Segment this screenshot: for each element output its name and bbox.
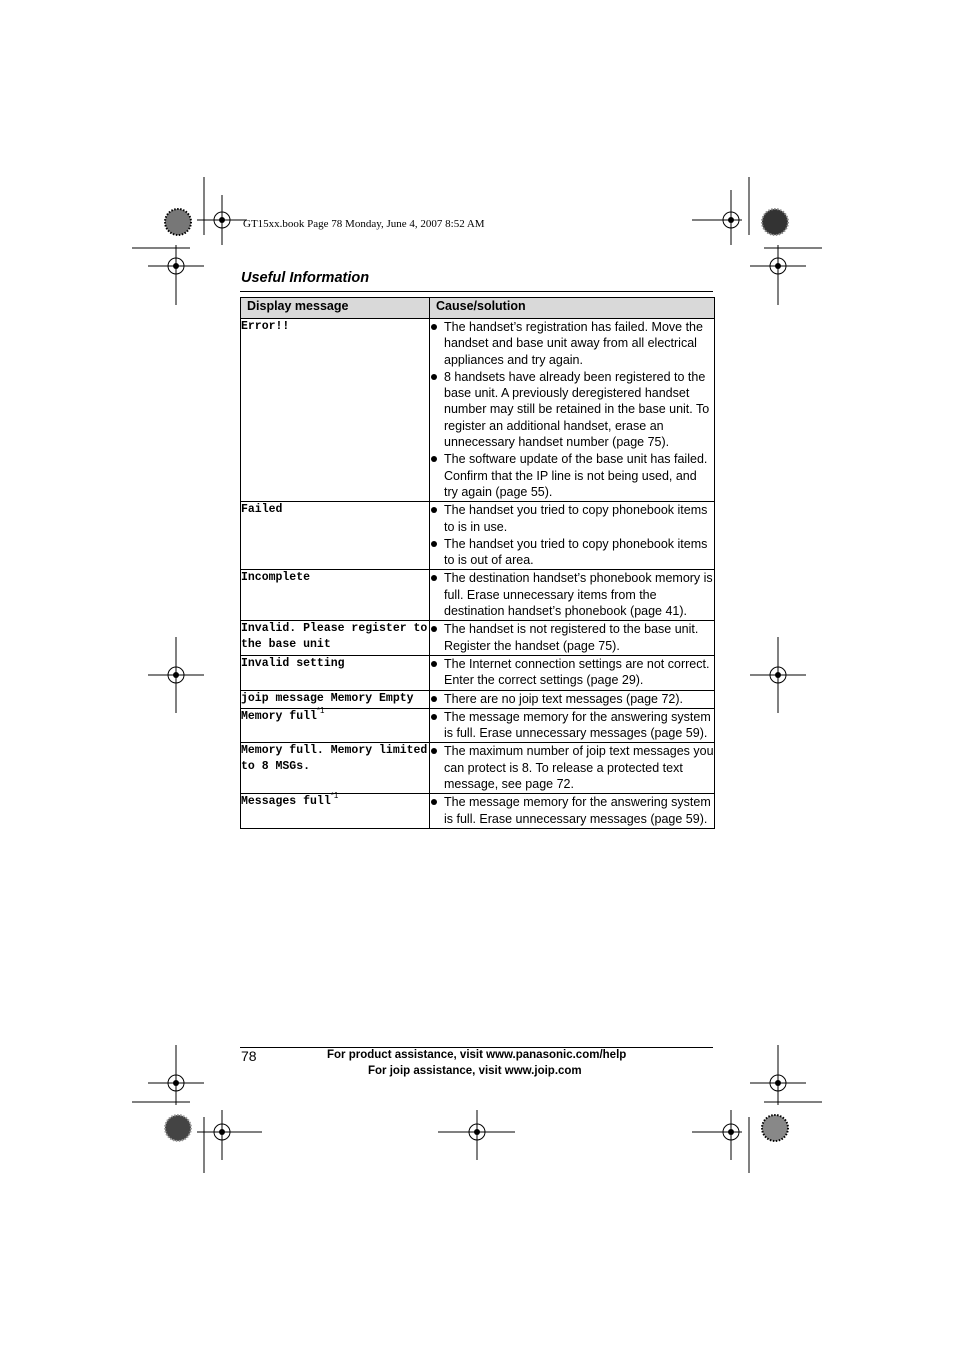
display-message-cell xyxy=(241,319,430,502)
cause-item xyxy=(430,709,714,742)
table-row xyxy=(241,690,715,708)
display-message-text: Incomplete xyxy=(241,571,311,585)
display-message-text: joip message Memory Empty xyxy=(241,691,414,705)
footer-assistance-line: For product assistance, visit www.panasonic.com/help xyxy=(327,1049,627,1061)
cause-text: The message memory for the answering system is full. Erase unnecessary messages (page 59). xyxy=(444,795,711,826)
bullet-icon xyxy=(431,626,437,632)
cause-item xyxy=(430,794,714,827)
table-row xyxy=(241,319,715,502)
bullet-icon xyxy=(431,374,437,380)
display-message-cell xyxy=(241,791,430,829)
cause-text: The handset you tried to copy phonebook items to is out of area. xyxy=(444,536,708,568)
footer-joip-line: For joip assistance, visit www.joip.com xyxy=(368,1065,582,1077)
bullet-icon xyxy=(431,661,437,667)
display-message-cell xyxy=(241,570,430,621)
cause-item xyxy=(430,691,714,707)
display-message-text: Memory full xyxy=(241,709,317,723)
display-message-text: Invalid. Please register to the base unit xyxy=(241,622,428,652)
display-message-text: Invalid setting xyxy=(241,656,345,670)
table-row xyxy=(241,655,715,690)
bullet-icon xyxy=(431,799,437,805)
cause-solution-cell xyxy=(430,655,715,690)
cause-text: The handset you tried to copy phonebook items to is in use. xyxy=(444,503,708,534)
cause-item xyxy=(430,621,714,654)
table-header-row xyxy=(241,298,715,319)
cause-text: The software update of the base unit has failed. Confirm that the IP line is not being used, and try again (page 55). xyxy=(444,452,708,499)
cause-list xyxy=(430,794,714,827)
display-message-text: Messages full xyxy=(241,795,331,809)
display-message-cell xyxy=(241,705,430,743)
column-header-cause: Cause/solution xyxy=(430,298,715,319)
footnote-marker: *1 xyxy=(330,791,339,801)
bullet-icon xyxy=(431,575,437,581)
cause-item xyxy=(430,451,714,500)
display-message-text: Failed xyxy=(241,503,283,517)
cause-item xyxy=(430,319,714,368)
title-rule xyxy=(240,291,713,292)
cause-solution-cell xyxy=(430,502,715,570)
cause-list xyxy=(430,709,714,742)
bullet-icon xyxy=(431,507,437,513)
display-message-cell xyxy=(241,743,430,794)
display-message-cell xyxy=(241,621,430,656)
cause-item xyxy=(430,656,714,689)
table-body xyxy=(241,319,715,829)
cause-list xyxy=(430,502,714,568)
table-row xyxy=(241,570,715,621)
table-row xyxy=(241,708,715,743)
print-header: GT15xx.book Page 78 Monday, June 4, 2007 8:52 AM xyxy=(243,218,485,230)
cause-text: The handset is not registered to the base unit. Register the handset (page 75). xyxy=(444,622,699,653)
cause-solution-cell xyxy=(430,743,715,794)
display-message-text: Memory full. Memory limited to 8 MSGs. xyxy=(241,744,428,774)
cause-item xyxy=(430,369,714,450)
column-header-display: Display message xyxy=(241,298,430,319)
display-message-table xyxy=(240,297,715,829)
cause-solution-cell xyxy=(430,708,715,743)
cause-text: The handset’s registration has failed. Move the handset and base unit away from all electrical appliances and try again. xyxy=(444,320,703,367)
cause-item xyxy=(430,743,714,792)
cause-text: There are no joip text messages (page 72). xyxy=(444,691,684,706)
bullet-icon xyxy=(431,748,437,754)
bullet-icon xyxy=(431,456,437,462)
display-message-text: Error!! xyxy=(241,320,290,333)
bullet-icon xyxy=(431,714,437,720)
display-message-cell xyxy=(241,690,430,708)
table-row xyxy=(241,502,715,570)
cause-list xyxy=(430,656,714,689)
page-number: 78 xyxy=(241,1048,257,1064)
bullet-icon xyxy=(431,324,437,330)
cause-solution-cell xyxy=(430,690,715,708)
cause-text: 8 handsets have already been registered to the base unit. A previously deregistered handset number may still be retained in the base unit. To register an additional handset, erase an unnecessary handset number (page 75). xyxy=(444,369,710,450)
cause-item xyxy=(430,502,714,535)
cause-solution-cell xyxy=(430,794,715,829)
cause-item xyxy=(430,536,714,569)
cause-text: The maximum number of joip text messages you can protect is 8. To release a protected text message, see page 72. xyxy=(444,744,714,792)
display-message-cell xyxy=(241,655,430,690)
cause-list xyxy=(430,319,714,500)
cause-solution-cell xyxy=(430,319,715,502)
table-row xyxy=(241,794,715,829)
section-title: Useful Information xyxy=(241,270,370,286)
footnote-marker: *1 xyxy=(316,705,325,715)
cause-list xyxy=(430,621,714,654)
cause-item xyxy=(430,570,714,619)
cause-solution-cell xyxy=(430,621,715,656)
display-message-cell xyxy=(241,502,430,570)
table-row xyxy=(241,621,715,656)
table-row xyxy=(241,743,715,794)
bullet-icon xyxy=(431,696,437,702)
cause-list xyxy=(430,743,714,792)
footer-rule xyxy=(240,1047,713,1048)
cause-list xyxy=(430,691,714,707)
cause-list xyxy=(430,570,714,619)
cause-text: The Internet connection settings are not correct. Enter the correct settings (page 29). xyxy=(444,656,710,688)
bullet-icon xyxy=(431,541,437,547)
cause-text: The destination handset’s phonebook memory is full. Erase unnecessary items from the destination handset’s phonebook (page 41). xyxy=(444,571,713,619)
cause-solution-cell xyxy=(430,570,715,621)
cause-text: The message memory for the answering system is full. Erase unnecessary messages (page 59). xyxy=(444,709,711,741)
